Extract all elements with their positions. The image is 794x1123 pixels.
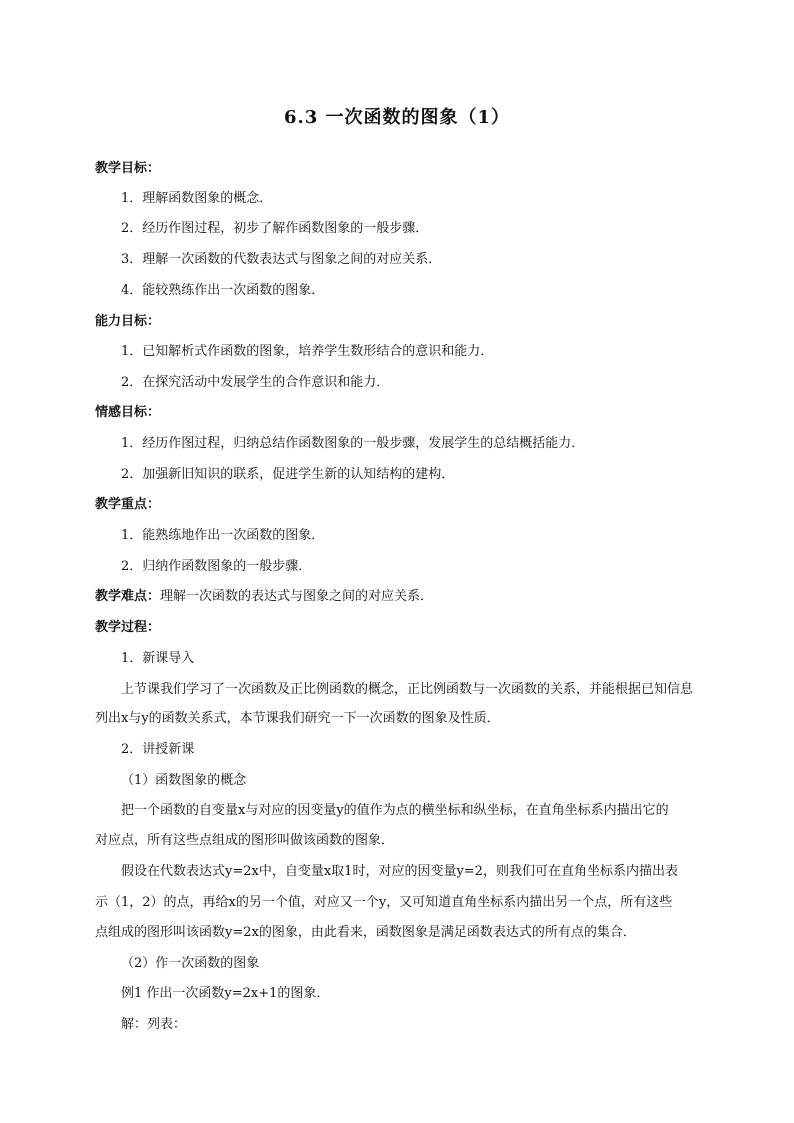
example-paragraph-line: 示（1，2）的点，再给x的另一个值，对应又一个y，又可知道直角坐标系内描出另一个点，所有这些 — [95, 895, 673, 910]
teaching-goal-item: 1．理解函数图象的概念． — [121, 191, 273, 206]
key-point-item: 1．能熟练地作出一次函数的图象． — [121, 528, 325, 543]
ability-goals-heading: 能力目标： — [95, 314, 161, 329]
key-point-item: 2．归纳作函数图象的一般步骤． — [121, 559, 312, 574]
page-title: 6.3 一次函数的图象（1） — [283, 107, 511, 128]
difficulty-heading: 教学难点： — [95, 589, 161, 604]
subsection-function-graph-concept: （1）函数图象的概念 — [121, 773, 247, 788]
intro-paragraph-line: 列出x与y的函数关系式，本节课我们研究一下一次函数的图象及性质． — [95, 711, 500, 726]
emotional-goals-heading: 情感目标： — [95, 405, 161, 420]
intro-paragraph-line: 上节课我们学习了一次函数及正比例函数的概念，正比例函数与一次函数的关系，并能根据已知信息 — [121, 682, 694, 697]
key-points-heading: 教学重点： — [95, 497, 161, 512]
subsection-draw-linear-function: （2）作一次函数的图象 — [121, 956, 260, 971]
difficulty-line — [95, 588, 433, 606]
ability-goal-item: 1．已知解析式作函数的图象，培养学生数形结合的意识和能力． — [121, 344, 494, 359]
process-step-1: 1．新课导入 — [121, 651, 195, 666]
emotional-goal-item: 2．加强新旧知识的联系，促进学生新的认知结构的建构． — [121, 467, 455, 482]
process-step-2: 2．讲授新课 — [121, 742, 195, 757]
concept-paragraph-line: 对应点，所有这些点组成的图形叫做该函数的图象． — [95, 833, 395, 848]
emotional-goal-item: 1．经历作图过程，归纳总结作函数图象的一般步骤，发展学生的总结概括能力． — [121, 436, 585, 451]
example-paragraph-line: 假设在代数表达式y=2x中，自变量x取1时，对应的因变量y=2，则我们可在直角坐标系内描出表 — [121, 864, 678, 879]
teaching-goal-item: 2．经历作图过程，初步了解作函数图象的一般步骤． — [121, 221, 429, 236]
ability-goal-item: 2．在探究活动中发展学生的合作意识和能力． — [121, 375, 390, 390]
teaching-goal-item: 4．能较熟练作出一次函数的图象． — [121, 283, 325, 298]
process-heading: 教学过程： — [95, 620, 161, 635]
difficulty-text: 理解一次函数的表达式与图象之间的对应关系． — [160, 589, 434, 604]
concept-paragraph-line: 把一个函数的自变量x与对应的因变量y的值作为点的横坐标和纵坐标，在直角坐标系内描出它的 — [121, 803, 669, 818]
solution-label: 解：列表： — [121, 1017, 187, 1032]
example-1: 例1 作出一次函数y=2x+1的图象． — [121, 986, 330, 1001]
teaching-goal-item: 3．理解一次函数的代数表达式与图象之间的对应关系． — [121, 252, 442, 267]
example-paragraph-line: 点组成的图形叫该函数y=2x的图象，由此看来，函数图象是满足函数表达式的所有点的集合． — [95, 925, 636, 940]
teaching-goals-heading: 教学目标： — [95, 161, 161, 176]
